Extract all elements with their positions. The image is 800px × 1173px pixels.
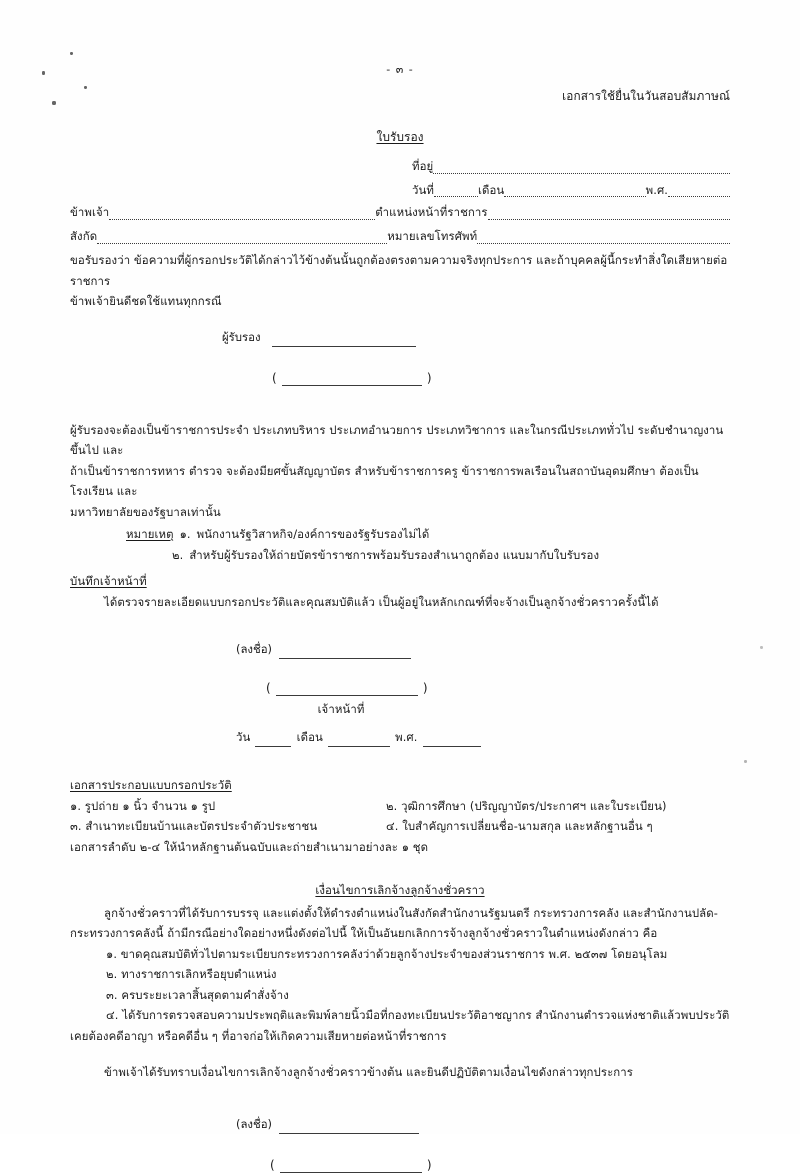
- termination-item-3: [106, 985, 730, 1006]
- phone-dotted-line[interactable]: [477, 243, 730, 244]
- officer-year-line[interactable]: [423, 734, 481, 747]
- certify-text-line-2: ข้าพเจ้ายินดีชดใช้แทนทุกกรณี: [70, 294, 222, 308]
- date-month-dotted-line[interactable]: [504, 196, 645, 197]
- year-label: พ.ศ.: [645, 182, 668, 197]
- scan-speck: [42, 71, 45, 75]
- documents-item-1: [70, 796, 386, 817]
- documents-heading: เอกสารประกอบแบบกรอกประวัติ: [70, 778, 232, 792]
- officer-year-label: พ.ศ.: [395, 729, 418, 744]
- remarks-row-1: [126, 524, 730, 545]
- remarks-item-1-text: พนักงานรัฐวิสาหกิจ/องค์การของรัฐรับรองไม่ได้: [196, 527, 430, 541]
- termination-item-4-continuation: เคยต้องคดีอาญา หรือคดีอื่น ๆ ที่อาจก่อให้เกิดความเสียหายต่อหน้าที่ราชการ: [70, 1028, 447, 1043]
- officer-name-close-paren: ): [422, 681, 428, 695]
- termination-item-2-text: ทางราชการเลิกหรือยุบตำแหน่ง: [121, 967, 277, 981]
- remarks-item-1-number: ๑.: [179, 527, 191, 541]
- scan-speck: [744, 760, 747, 763]
- termination-heading: เงื่อนไขการเลิกจ้างลูกจ้างชั่วคราว: [315, 883, 485, 897]
- certifier-signature-line[interactable]: [272, 334, 416, 347]
- documents-item-4: [386, 816, 730, 837]
- affiliation-label: สังกัด: [70, 229, 98, 243]
- officer-day-label: วัน: [236, 729, 251, 744]
- officer-month-label: เดือน: [296, 729, 323, 744]
- date-field-row[interactable]: [412, 180, 730, 201]
- officer-name-line[interactable]: [276, 683, 418, 696]
- final-signature-line[interactable]: [279, 1121, 419, 1134]
- officer-day-line[interactable]: [255, 734, 291, 747]
- officer-role-label: เจ้าหน้าที่: [317, 702, 365, 716]
- main-body: [70, 202, 730, 1173]
- officer-note-body: ได้ตรวจรายละเอียดแบบกรอกประวัติและคุณสมบัติแล้ว เป็นผู้อยู่ในหลักเกณฑ์ที่จะจ้างเป็นลูกจ้างชั่วคราวครั้งนี้ได้: [104, 594, 659, 609]
- final-sign-label: (ลงชื่อ): [236, 1116, 273, 1131]
- month-label: เดือน: [478, 182, 505, 197]
- termination-item-2: [106, 964, 730, 985]
- qualification-line-3: มหาวิทยาลัยของรัฐบาลเท่านั้น: [70, 504, 221, 519]
- officer-signature-block: [70, 638, 730, 747]
- officer-sign-label: (ลงชื่อ): [236, 642, 273, 656]
- address-label: ที่อยู่: [412, 159, 434, 173]
- documents-section: [70, 775, 730, 857]
- documents-item-2-number: ๒.: [386, 798, 398, 813]
- documents-item-2: [386, 796, 730, 817]
- remarks-item-2-text: สำหรับผู้รับรองให้ถ่ายบัตรข้าราชการพร้อมรับรองสำเนาถูกต้อง แนบมากับใบรับรอง: [189, 547, 600, 562]
- termination-section: [70, 879, 730, 1083]
- documents-item-1-text: รูปถ่าย ๑ นิ้ว จำนวน ๑ รูป: [84, 798, 216, 813]
- remarks-row-2: [126, 545, 730, 566]
- address-field[interactable]: [412, 156, 730, 177]
- documents-item-3-text: สำเนาทะเบียนบ้านและบัตรประจำตัวประชาชน: [85, 819, 318, 833]
- officer-note-heading: บันทึกเจ้าหน้าที่: [70, 574, 147, 588]
- certifier-name-open-paren: (: [272, 370, 277, 385]
- documents-item-4-number: ๔.: [386, 819, 399, 833]
- documents-item-3-number: ๓.: [70, 819, 82, 833]
- address-dotted-line[interactable]: [433, 173, 730, 174]
- date-day-dotted-line[interactable]: [434, 196, 478, 197]
- certifier-signature-block: [70, 326, 730, 386]
- termination-item-2-number: ๒.: [106, 967, 118, 981]
- scan-speck: [70, 52, 73, 55]
- certifier-name-close-paren: ): [426, 370, 432, 385]
- documents-item-2-text: วุฒิการศึกษา (ปริญญาบัตร/ประกาศฯ และใบระเบียน): [401, 798, 667, 813]
- declarant-affiliation-row[interactable]: [70, 226, 730, 247]
- certifier-name-line[interactable]: [282, 373, 422, 386]
- documents-item-4-text: ใบสำคัญการเปลี่ยนชื่อ-นามสกุล และหลักฐานอื่น ๆ: [402, 819, 653, 833]
- documents-heading-wrap: [70, 775, 730, 796]
- officer-name-open-paren: (: [266, 681, 271, 695]
- remarks-item-2-number: ๒.: [172, 547, 184, 562]
- termination-item-1: [106, 944, 730, 965]
- certifier-signature-label: ผู้รับรอง: [222, 329, 261, 344]
- documents-row-1: [70, 796, 730, 817]
- documents-item-3: [70, 816, 386, 837]
- documents-footnote: เอกสารลำดับ ๒-๔ ให้นำหลักฐานต้นฉบับและถ่ายสำเนามาอย่างละ ๑ ชุด: [70, 839, 429, 854]
- termination-intro-line-2: กระทรวงการคลังนี้ ถ้ามีกรณีอย่างใดอย่างหนึ่งดังต่อไปนี้ ให้เป็นอันยกเลิกการจ้างลูกจ้างชั่วคราวในตำแหน่งดังกล่าว คือ: [70, 926, 658, 940]
- termination-heading-wrap: [70, 879, 730, 901]
- officer-note-heading-wrap: [70, 571, 730, 592]
- date-year-dotted-line[interactable]: [668, 196, 730, 197]
- final-name-line[interactable]: [280, 1160, 422, 1173]
- remarks-heading: หมายเหตุ: [126, 527, 174, 541]
- termination-item-4-number: ๔.: [106, 1008, 119, 1022]
- declarant-position-label: ตำแหน่งหน้าที่ราชการ: [375, 205, 488, 219]
- final-name-close-paren: ): [426, 1157, 432, 1172]
- termination-item-4-text: ได้รับการตรวจสอบความประพฤติและพิมพ์ลายนิ้วมือที่กองทะเบียนประวัติอาชญากร สำนักงานตำรวจแห่งชาติแล้วพบประวัติ: [122, 1008, 730, 1022]
- termination-item-3-text: ครบระยะเวลาสิ้นสุดตามคำสั่งจ้าง: [121, 987, 289, 1002]
- header-note: เอกสารใช้ยื่นในวันสอบสัมภาษณ์: [562, 89, 730, 103]
- scan-speck: [52, 101, 56, 105]
- documents-item-1-number: ๑.: [70, 798, 82, 813]
- termination-acknowledgement: ข้าพเจ้าได้รับทราบเงื่อนไขการเลิกจ้างลูกจ้างชั่วคราวข้างต้น และยินดีปฏิบัติตามเงื่อนไขดังกล่าวทุกประการ: [104, 1065, 634, 1079]
- phone-label: หมายเลขโทรศัพท์: [387, 229, 478, 243]
- termination-item-3-number: ๓.: [106, 987, 118, 1002]
- termination-item-4: [106, 1005, 730, 1026]
- declarant-name-dotted-line[interactable]: [109, 219, 375, 220]
- scan-speck: [84, 86, 87, 89]
- final-name-open-paren: (: [270, 1157, 275, 1172]
- scan-speck: [760, 646, 763, 649]
- page-title-text: ใบรับรอง: [376, 130, 424, 144]
- page-title: [70, 128, 730, 147]
- remarks-block: [70, 524, 730, 565]
- qualification-line-1: ผู้รับรองจะต้องเป็นข้าราชการประจำ ประเภทบริหาร ประเภทอำนวยการ ประเภทวิชาการ และในกรณีประเภททั่วไป ระดับชำนาญงานขึ้นไป และ: [70, 422, 724, 457]
- address-date-block: [412, 156, 730, 203]
- final-signature-block: [70, 1113, 730, 1173]
- declarant-position-dotted-line[interactable]: [488, 219, 730, 220]
- declarant-name-label: ข้าพเจ้า: [70, 205, 110, 219]
- declarant-name-row[interactable]: [70, 202, 730, 223]
- officer-month-line[interactable]: [328, 734, 390, 747]
- documents-row-2: [70, 816, 730, 837]
- page-number-marker: - ๓ -: [386, 63, 414, 76]
- certify-text-line-1: ขอรับรองว่า ข้อความที่ผู้กรอกประวัติได้กล่าวไว้ข้างต้นนั้นถูกต้องตรงตามความจริงทุกประการ และถ้าบุคคลผู้นี้กระทำสิ่งใดเสียหายต่อราชการ: [70, 253, 728, 288]
- termination-item-1-number: ๑.: [106, 946, 118, 961]
- qualification-line-2: ถ้าเป็นข้าราชการทหาร ตำรวจ จะต้องมียศขั้นสัญญาบัตร สำหรับข้าราชการครู ข้าราชการพลเรือนในสถาบันอุดมศึกษา ต้องเป็นโรงเรียน และ: [70, 463, 699, 498]
- officer-signature-line[interactable]: [279, 646, 411, 659]
- termination-intro-line-1: ลูกจ้างชั่วคราวที่ได้รับการบรรจุ และแต่งตั้งให้ดำรงตำแหน่งในสังกัดสำนักงานรัฐมนตรี กระทรวงการคลัง และสำนักงานปลัด-: [104, 905, 718, 920]
- date-label: วันที่: [412, 182, 434, 197]
- affiliation-dotted-line[interactable]: [97, 243, 387, 244]
- termination-item-1-text: ขาดคุณสมบัติทั่วไปตามระเบียบกระทรวงการคลังว่าด้วยลูกจ้างประจำของส่วนราชการ พ.ศ. ๒๕๓๗ โดยอนุโลม: [120, 946, 668, 961]
